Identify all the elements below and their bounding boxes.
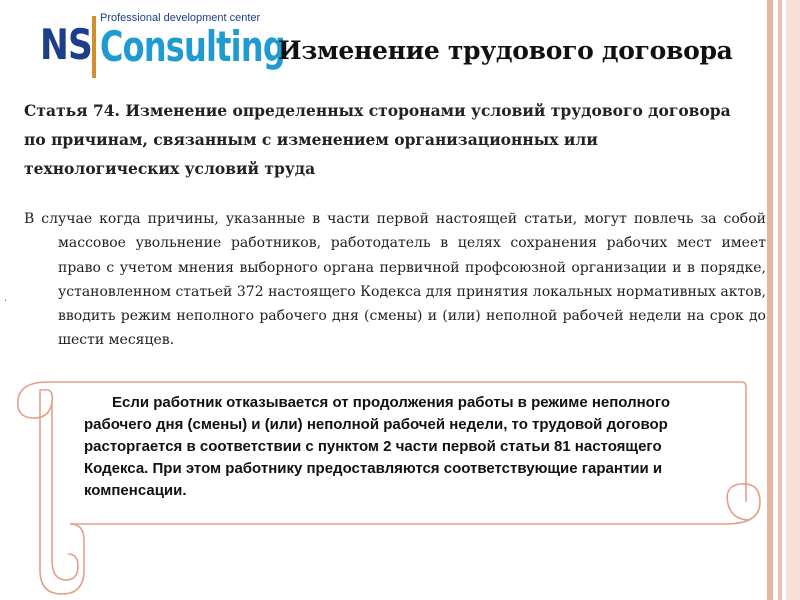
article-heading: Статья 74. Изменение определенных сторонами условий трудового договора по причинам, связанным с изменением организационных или технологических условий труда [24, 101, 731, 178]
logo-tagline: Professional development center [100, 12, 261, 24]
logo-ns-text: NS [40, 20, 92, 69]
margin-mark: · [4, 296, 8, 307]
main-paragraph: В случае когда причины, указанные в части первой настоящей статьи, могут повлечь за собой массовое увольнение работников, работодатель в целях сохранения рабочих мест имеет право с учетом мнения выборного органа первичной профсоюзной организации и в порядке, установленном статьей 372 настоящего Кодекса для принятия локальных нормативных актов, вводить режим неполного рабочего дня (смены) и (или) неполной рабочей недели на срок до шести месяцев. [24, 211, 766, 349]
scroll-right-curl [726, 484, 760, 524]
scroll-left-roll [18, 382, 84, 594]
scroll-text: Если работник отказывается от продолжения работы в режиме неполного рабочего дня (смены) и (или) неполной рабочей недели, то трудовой договор расторгается в соответствии с пунктом 2 части первой статьи 81 настоящего Кодекса. При этом работнику предоставляются соответствующие гарантии и компенсации. [84, 394, 671, 499]
slide-title: Изменение трудового договора [278, 36, 733, 65]
scroll-left-inner [52, 402, 78, 580]
logo-consulting-text: Consulting [100, 22, 285, 71]
